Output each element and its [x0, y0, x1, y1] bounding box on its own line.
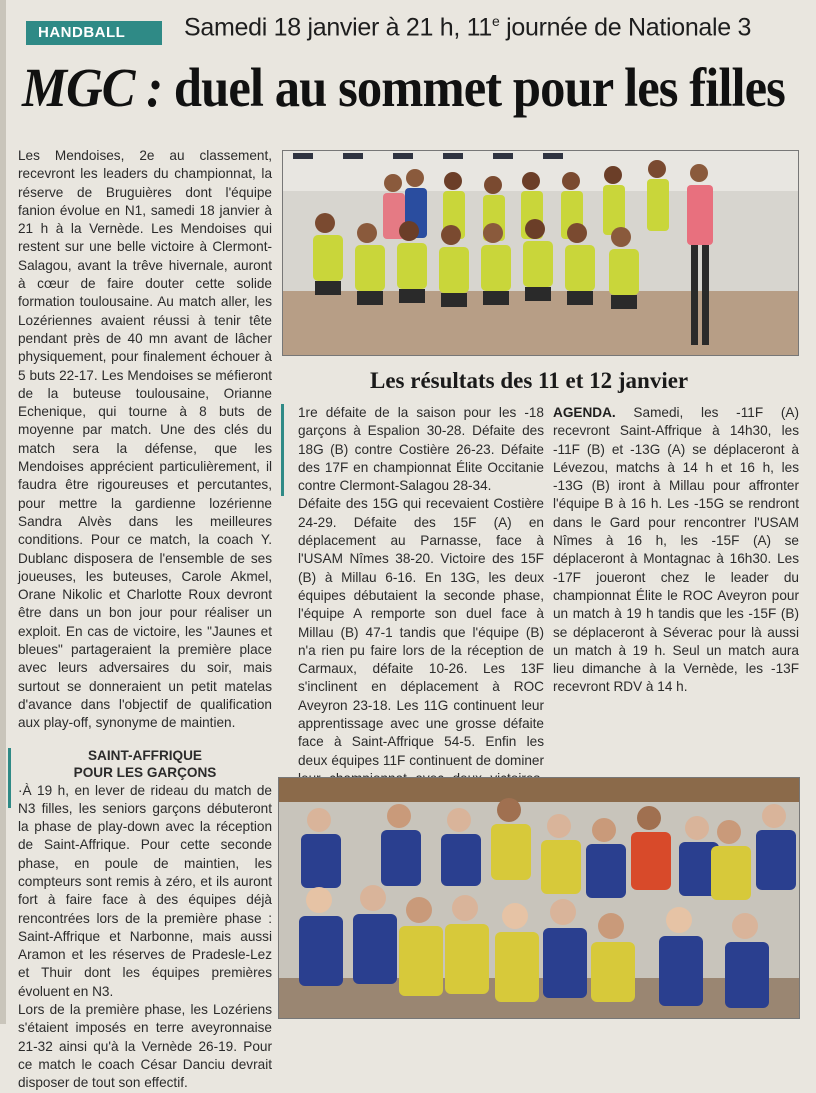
article-paragraph: Les Mendoises, 2e au classement, recevront les leaders du championnat, la réserve de Bruguières dont l'équipe fanion évolue en N1, samedi 18 janvier à 21 h à la Vernède. Les Mendoises qui restent sur une belle victoire à Clermont-Salagou, avant la trêve hivernale, auront à cœur de faire douter cette solide formation toulousaine. Au match aller, les Lozériennes avaient réussi à tenir tête pendant près de 40 mn avant de lâcher physiquement, pour finalement échouer à 5 buts 22-17. Les Mendoises se méfieront de la buteuse toulousaine, Orianne Echenique, qui tourne à 8 buts de moyenne par match. Une des clés du match sera la défense, que les Mendoises apprécient particulièrement, il faudra être rigoureuses et percutantes, pour mettre la gardienne lozérienne Sandra Alvès dans les meilleures conditions. Pour ce match, la coach Y. Dublanc disposera de l'ensemble de ses joueuses, les buteuses, Carole Akmel, Orane Nikolic et Charlotte Roux devront être dans un bon jour pour réaliser un exploit. En cas de victoire, les "Jaunes et bleues" partageraient la première place avec leurs adversaires du soir, mais surtout se donneraient un petit matelas d'avance dans l'objectif de qualification aux play-off, synonyme de maintien.: [18, 148, 272, 731]
results-column-3: [553, 404, 799, 697]
agenda-text: Samedi, les -11F (A) recevront Saint-Affrique à 14h30, les -11F (B) et -13G (A) se déplaceront à Lévezou, matchs à 14 h et 16 h, les -13G (B) iront à Millau pour affronter l'équipe B à 16 h. Les -15G se rendront dans le Gard pour rencontrer l'USAM Nîmes à 16 h, les -15F (A) se déplaceront à Montagnac à 16h30. Les -17F joueront chez le leader du championnat Élite le ROC Aveyron pour un match à 19 h tandis que les -15F (B) se déplaceront à Séverac pour là aussi un match à 19 h. Seul un match aura lieu dimanche à la Vernède, les -13F recevront RDV à 14 h.: [553, 405, 799, 695]
team-photo-youth: [278, 777, 800, 1019]
page-edge: [0, 0, 6, 1024]
accent-bar: [281, 404, 284, 496]
agenda-paragraph: [553, 404, 799, 697]
article-column-1: [18, 147, 272, 1093]
results-paragraph: 1re défaite de la saison pour les -18 garçons à Espalion 30-28. Défaite des 18G (B) contre Costière 26-23. Défaite des 17F en championnat Élite Occitanie contre Clermont-Salagou 28-34.: [298, 405, 544, 494]
article-paragraph: ·À 19 h, en lever de rideau du match de N3 filles, les seniors garçons débuteront la phase de play-down avec la réception de Saint-Affrique. Pour cette seconde phase, en poule de maintien, les compteurs sont remis à zéro, et ils auront fort à faire face à des équipes déjà rencontrées lors de la première phase : Saint-Affrique et Narbonne, mais aussi Aramon et les réserves de Pradesle-Lez et Thuir dont les équipes premières évoluent en N3.: [18, 782, 272, 999]
results-title: Les résultats des 11 et 12 janvier: [370, 368, 689, 393]
section-tag: HANDBALL: [26, 21, 162, 45]
article-paragraph: Lors de la première phase, les Lozériens s'étaient imposés en terre aveyronnaise 21-32 ainsi qu'à la Vernède 26-19. Pour ce match le coach César Danciu devrait disposer de tout son effectif.: [18, 1002, 272, 1091]
accent-bar: [8, 748, 11, 808]
results-paragraph: Défaite des 15G qui recevaient Costière 24-29. Défaite des 15F (A) en déplacement au Parnasse, face à l'USAM Nîmes 38-20. Victoire des 15F (B) à Millau 6-16. En 13G, les deux équipes débutaient la seconde phase, l'équipe A remporte son duel face à Millau (B) 47-1 tandis que l'équipe (B) n'a rien pu faire lors de la réception de Carmaux, défaite 10-26. Les 13F s'inclinent en déplacement à ROC Aveyron 23-18. Les 11G continuent leur apprentissage avec une grosse défaite face à Saint-Affrique 54-5. Enfin les deux équipes 11F continuent de dominer: [298, 496, 544, 768]
agenda-label: AGENDA.: [553, 405, 616, 420]
headline: MGC : duel au sommet pour les filles: [22, 57, 785, 118]
subheading: SAINT-AFFRIQUE POUR LES GARÇONS: [73, 747, 217, 780]
kicker-line: Samedi 18 janvier à 21 h, 11e journée de Nationale 3: [184, 13, 752, 42]
team-photo-women: [282, 150, 799, 356]
